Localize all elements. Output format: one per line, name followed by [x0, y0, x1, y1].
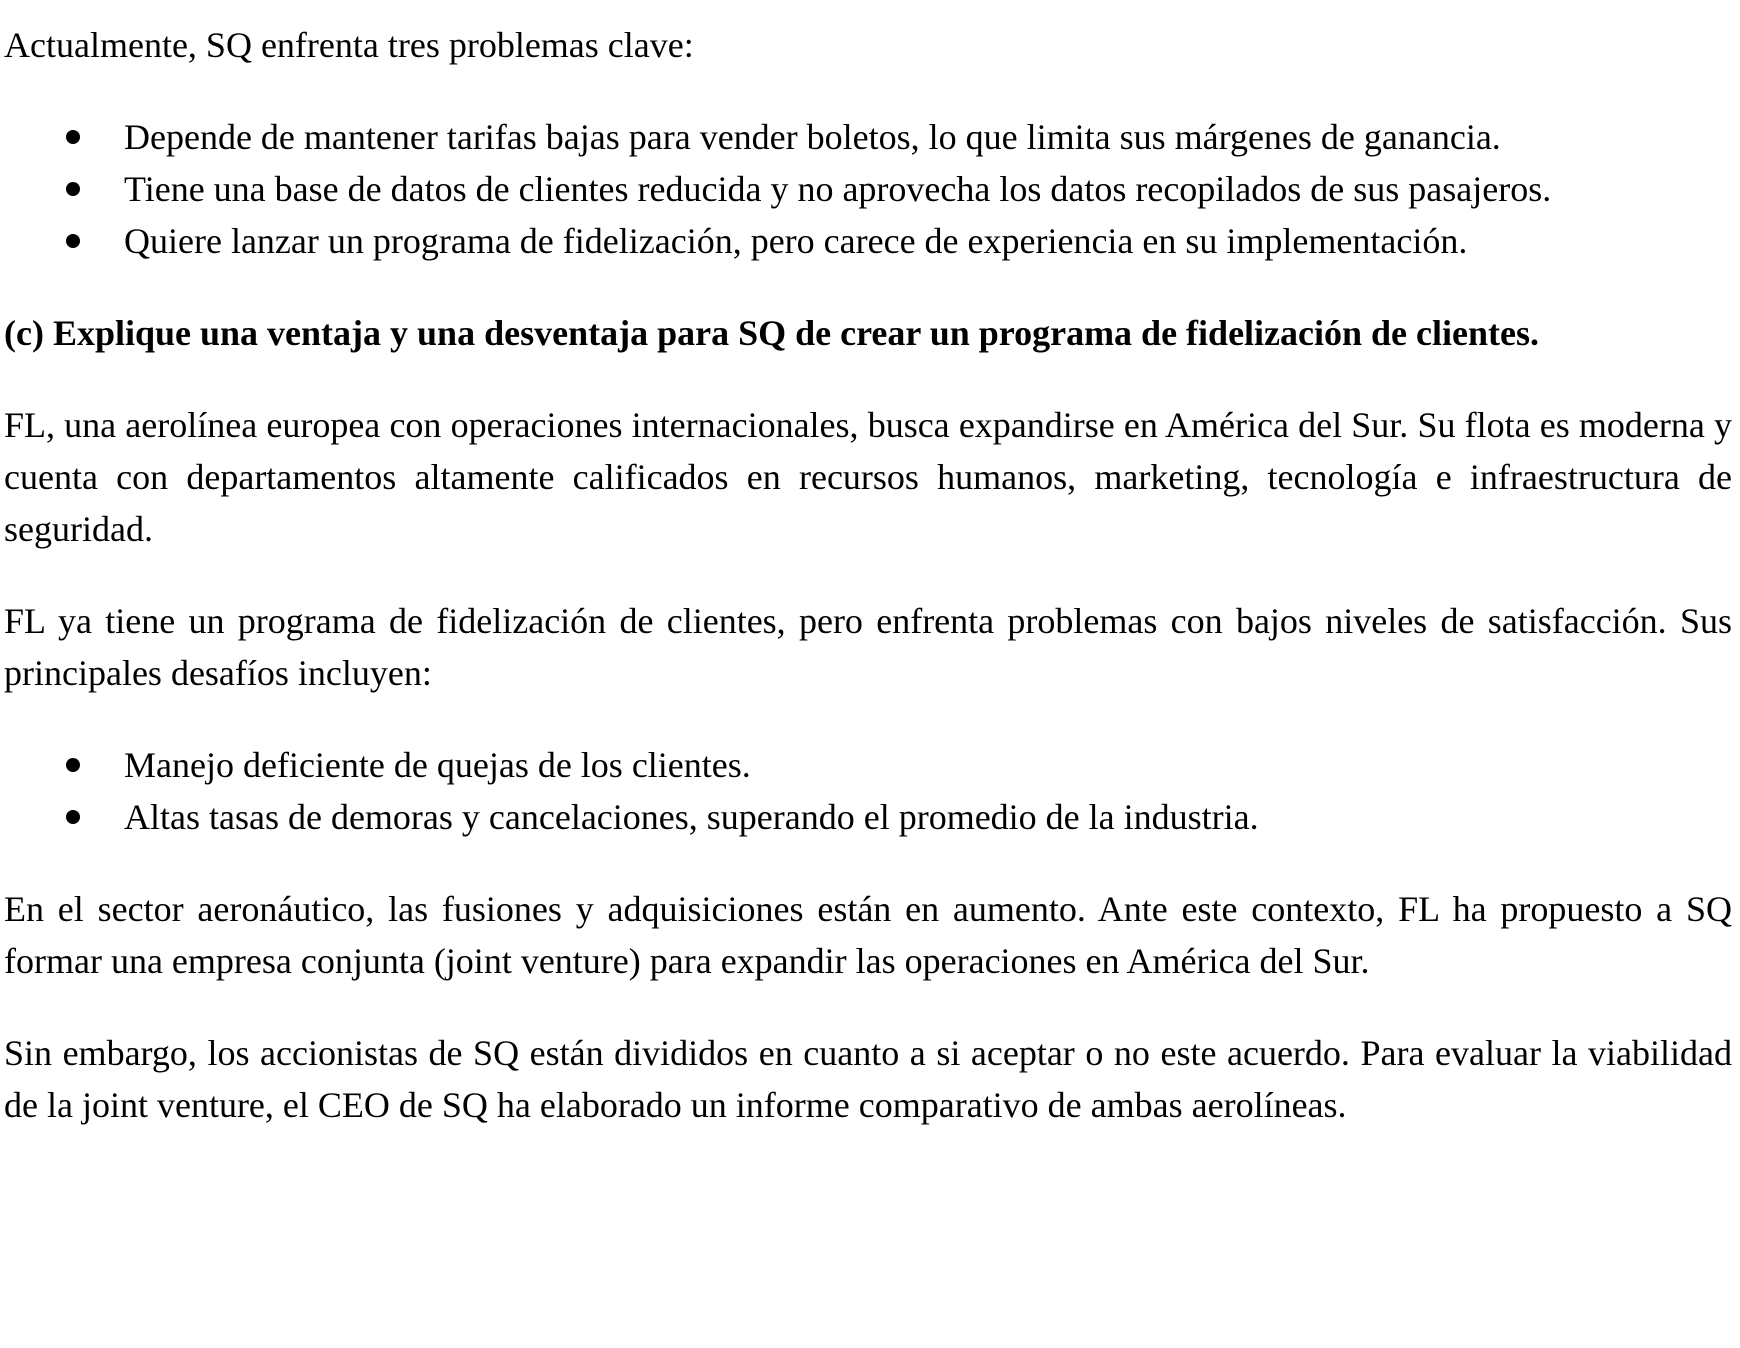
bullet-icon — [66, 810, 80, 824]
list-item — [4, 111, 1732, 163]
list-item — [4, 791, 1732, 843]
list-item — [4, 215, 1732, 267]
shareholders-paragraph: Sin embargo, los accionistas de SQ están divididos en cuanto a si aceptar o no este acuerdo. Para evaluar la viabilidad de la joint venture, el CEO de SQ ha elaborado un informe comparativo de ambas aerolíneas. — [4, 1033, 1732, 1125]
sq-problems-list — [4, 111, 1732, 267]
bullet-icon — [66, 182, 80, 196]
document-body — [4, 19, 1732, 1131]
fl-loyalty-paragraph: FL ya tiene un programa de fidelización de clientes, pero enfrenta problemas con bajos niveles de satisfacción. Sus principales desafíos incluyen: — [4, 601, 1732, 693]
question-c: (c) Explique una ventaja y una desventaja para SQ de crear un programa de fidelización de clientes. — [4, 313, 1539, 353]
bullet-icon — [66, 130, 80, 144]
merger-context-paragraph: En el sector aeronáutico, las fusiones y adquisiciones están en aumento. Ante este contexto, FL ha propuesto a SQ formar una empresa conjunta (joint venture) para expandir las operaciones en América del Sur. — [4, 889, 1732, 981]
list-item-text: Manejo deficiente de quejas de los clientes. — [124, 745, 751, 785]
list-item-text: Tiene una base de datos de clientes reducida y no aprovecha los datos recopilados de sus pasajeros. — [124, 169, 1552, 209]
list-item-text: Depende de mantener tarifas bajas para vender boletos, lo que limita sus márgenes de ganancia. — [124, 117, 1501, 157]
fl-challenges-list — [4, 739, 1732, 843]
list-item-text: Quiere lanzar un programa de fidelización, pero carece de experiencia en su implementación. — [124, 221, 1468, 261]
bullet-icon — [66, 234, 80, 248]
intro-paragraph: Actualmente, SQ enfrenta tres problemas clave: — [4, 25, 694, 65]
list-item-text: Altas tasas de demoras y cancelaciones, superando el promedio de la industria. — [124, 797, 1259, 837]
list-item — [4, 163, 1732, 215]
list-item — [4, 739, 1732, 791]
fl-intro-paragraph: FL, una aerolínea europea con operaciones internacionales, busca expandirse en América del Sur. Su flota es moderna y cuenta con departamentos altamente calificados en recursos humanos, marketing, tecnología e infraestructura de seguridad. — [4, 405, 1732, 549]
bullet-icon — [66, 758, 80, 772]
